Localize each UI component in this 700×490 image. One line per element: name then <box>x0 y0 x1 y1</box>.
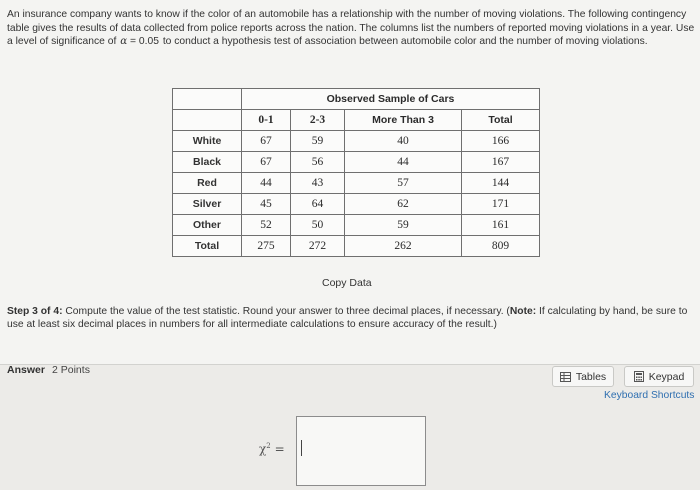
table-cell: 52 <box>242 215 291 236</box>
row-label: White <box>173 131 242 152</box>
problem-text-part2: to conduct a hypothesis test of association between automobile color and the number of moving violations. <box>159 36 648 48</box>
table-cell: 272 <box>291 236 345 257</box>
table-cell: 161 <box>462 215 540 236</box>
formula-equals: = <box>270 442 285 456</box>
table-row <box>173 131 540 152</box>
table-row <box>173 173 540 194</box>
table-cell: 62 <box>345 194 462 215</box>
row-label: Silver <box>173 194 242 215</box>
column-header: 0-1 <box>242 110 291 131</box>
note-label: Note: <box>509 306 537 317</box>
row-label: Black <box>173 152 242 173</box>
table-header-blank <box>173 110 242 131</box>
table-corner-cell <box>173 89 242 110</box>
row-label: Other <box>173 215 242 236</box>
table-cell: 171 <box>462 194 540 215</box>
table-row <box>173 236 540 257</box>
column-header: Total <box>462 110 540 131</box>
answer-label: Answer <box>7 364 45 376</box>
alpha-value: 0.05 <box>138 36 159 48</box>
table-row <box>173 194 540 215</box>
table-header-row <box>173 110 540 131</box>
column-header: More Than 3 <box>345 110 462 131</box>
table-cell: 56 <box>291 152 345 173</box>
keypad-button[interactable] <box>624 366 694 387</box>
chi-square-formula <box>259 442 285 456</box>
chi-exponent: 2 <box>266 442 271 450</box>
table-cell: 809 <box>462 236 540 257</box>
keypad-button-label: Keypad <box>648 370 685 383</box>
table-cell: 167 <box>462 152 540 173</box>
column-header: 2-3 <box>291 110 345 131</box>
table-cell: 275 <box>242 236 291 257</box>
alpha-equals: = <box>127 36 139 48</box>
table-cell: 57 <box>345 173 462 194</box>
alpha-symbol: α <box>120 35 128 48</box>
copy-data-button[interactable]: Copy Data <box>322 277 372 289</box>
table-cell: 67 <box>242 131 291 152</box>
note-text: If calculating by hand, be sure to use at least six decimal places in numbers for all intermediate calculations to ensure accuracy of the result.) <box>7 306 688 330</box>
table-cell: 59 <box>291 131 345 152</box>
table-cell: 43 <box>291 173 345 194</box>
table-cell: 44 <box>242 173 291 194</box>
tables-button[interactable] <box>552 366 614 387</box>
table-cell: 45 <box>242 194 291 215</box>
answer-input[interactable] <box>296 416 426 486</box>
table-cell: 44 <box>345 152 462 173</box>
table-cell: 262 <box>345 236 462 257</box>
points-label: 2 Points <box>52 364 90 376</box>
calculator-icon <box>634 371 644 382</box>
table-icon <box>560 372 571 382</box>
table-row <box>173 215 540 236</box>
table-cell: 67 <box>242 152 291 173</box>
table-title-row <box>173 89 540 110</box>
table-cell: 64 <box>291 194 345 215</box>
contingency-table <box>172 88 540 257</box>
table-cell: 50 <box>291 215 345 236</box>
table-cell: 40 <box>345 131 462 152</box>
table-row <box>173 152 540 173</box>
text-cursor <box>301 440 302 456</box>
step-label: Step 3 of 4: <box>7 306 63 317</box>
tables-button-label: Tables <box>575 370 607 383</box>
row-label: Total <box>173 236 242 257</box>
step-text: Compute the value of the test statistic. Round your answer to three decimal places, if necessary. ( <box>62 306 510 317</box>
keyboard-shortcuts-link[interactable]: Keyboard Shortcuts <box>604 390 695 401</box>
chi-symbol: χ <box>259 442 267 456</box>
table-cell: 166 <box>462 131 540 152</box>
step-instructions <box>7 306 693 331</box>
table-title: Observed Sample of Cars <box>242 89 540 110</box>
problem-text-part1: An insurance company wants to know if the color of an automobile has a relationship with the number of moving violations. The following contingency table gives the results of data collected from police reports across the nation. The columns list the numbers of reported moving violations in a year. Use a level of significance of <box>7 9 695 48</box>
table-cell: 144 <box>462 173 540 194</box>
contingency-table-wrapper <box>172 88 540 257</box>
table-cell: 59 <box>345 215 462 236</box>
problem-statement <box>7 8 695 49</box>
row-label: Red <box>173 173 242 194</box>
